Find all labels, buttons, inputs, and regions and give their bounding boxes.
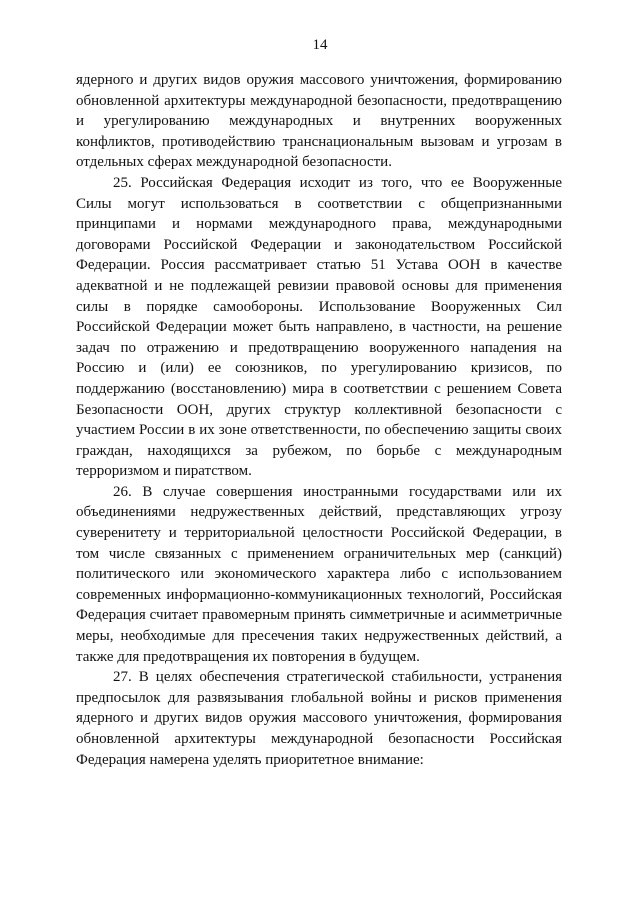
document-body <box>76 70 562 770</box>
page-number: 14 <box>312 37 328 53</box>
paragraph-continuation: ядерного и других видов оружия массового уничтожения, формированию обновленной архитектуры международной безопасности, предотвращению и урегулированию международных и внутренних вооруженных конфликтов, противодействию транснациональным вызовам и угрозам в отдельных сферах международной безопасности. <box>76 72 562 171</box>
paragraph-26: 26. В случае совершения иностранными государствами или их объединениями недружественных действий, представляющих угрозу суверенитету и территориальной целостности Российской Федерации, в том числе связанных с применением ограничительных мер (санкций) политического или экономического характера либо с использованием современных информационно-коммуникационных технологий, Российская Федерация считает правомерным принять симметричные и асимметричные меры, необходимые для пресечения таких недружественных действий, а также для предотвращения их повторения в будущем. <box>76 483 562 665</box>
paragraph-25: 25. Российская Федерация исходит из того, что ее Вооруженные Силы могут использоваться в соответствии с общепризнанными принципами и нормами международного права, международными договорами Российской Федерации и законодательством Российской Федерации. Россия рассматривает статью 51 Устава ООН в качестве адекватной и не подлежащей ревизии правовой основы для применения силы в порядке самообороны. Использование Вооруженных Сил Российской Федерации может быть направлено, в частности, на решение задач по отражению и предотвращению вооруженного нападения на Россию и (или) ее союзников, по урегулированию кризисов, по поддержанию (восстановлению) мира в соответствии с решением Совета Безопасности ООН, других структур коллективной безопасности с участием России в их зоне ответственности, по обеспечению защиты своих граждан, находящихся за рубежом, по борьбе с международным терроризмом и пиратством. <box>76 174 562 480</box>
paragraph-27: 27. В целях обеспечения стратегической стабильности, устранения предпосылок для развязывания глобальной войны и рисков применения ядерного и других видов оружия массового уничтожения, формирования обновленной архитектуры международной безопасности Российская Федерация намерена уделять приоритетное внимание: <box>76 669 562 768</box>
